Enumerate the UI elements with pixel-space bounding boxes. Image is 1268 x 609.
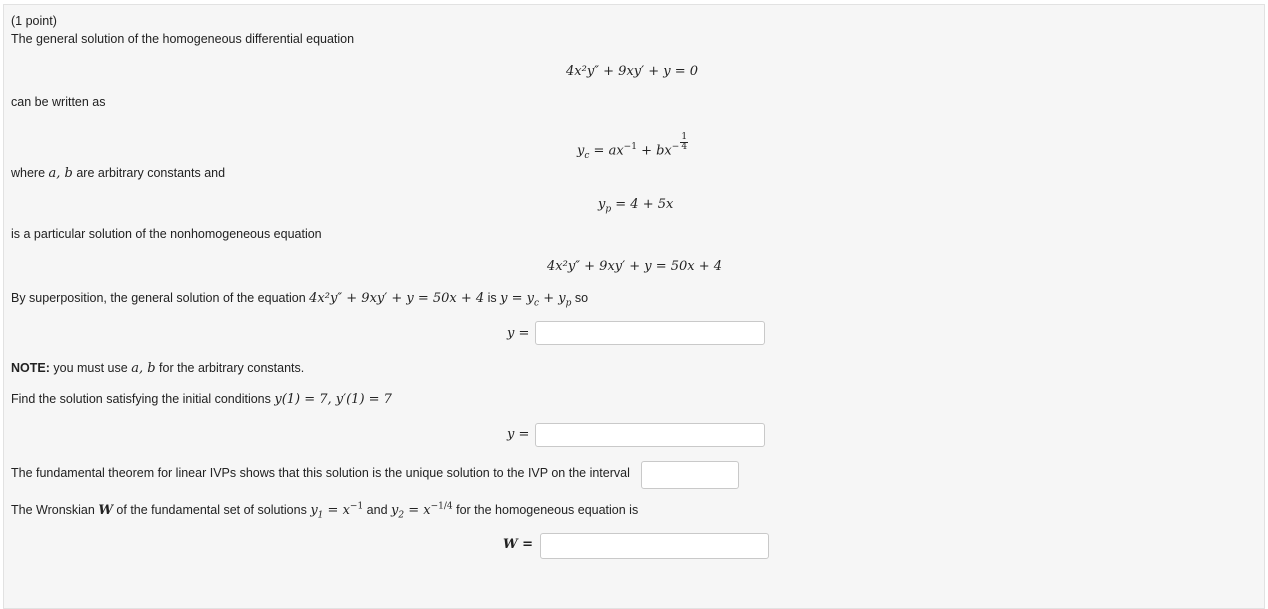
- note-text: NOTE: you must use a, b for the arbitrary constants.: [11, 361, 305, 376]
- homogeneous-equation: 4x²y″ + 9xy′ + y = 0: [566, 64, 698, 79]
- particular-text: is a particular solution of the nonhomogeneous equation: [11, 227, 322, 241]
- wronskian-text: The Wronskian W of the fundamental set of solutions $y_1 = x^{-1}$ and $y_2 = x^{-1/4}$ for the homogeneous equation is: [11, 501, 639, 521]
- ivp-solution-input[interactable]: [535, 423, 765, 447]
- w-label: W =: [503, 537, 534, 552]
- can-be-written-text: can be written as: [11, 95, 106, 109]
- superposition-text: By superposition, the general solution of the equation 4x²y″ + 9xy′ + y = 50x + 4 is $y = y_c + y_p$ so: [11, 291, 589, 309]
- where-text: where a, b are arbitrary constants and: [11, 166, 226, 181]
- yc-equation: $y_c = ax^{-1} + bx^-$ $\frac{1}{4}$: [577, 132, 688, 161]
- general-solution-input[interactable]: [535, 321, 765, 345]
- yp-equation: $y_p = 4 + 5x$: [598, 197, 674, 215]
- interval-input[interactable]: [641, 461, 739, 489]
- fundamental-theorem-text: The fundamental theorem for linear IVPs shows that this solution is the unique solution to the IVP on the interval: [11, 466, 630, 480]
- intro-text: The general solution of the homogeneous differential equation: [11, 32, 355, 46]
- initial-conditions-text: Find the solution satisfying the initial conditions y(1) = 7, y′(1) = 7: [11, 392, 392, 407]
- y-label-general: y =: [507, 326, 530, 341]
- y-label-ivp: y =: [507, 427, 530, 442]
- points-label: (1 point): [11, 14, 57, 28]
- nonhomogeneous-equation: 4x²y″ + 9xy′ + y = 50x + 4: [547, 259, 723, 274]
- wronskian-input[interactable]: [540, 533, 769, 559]
